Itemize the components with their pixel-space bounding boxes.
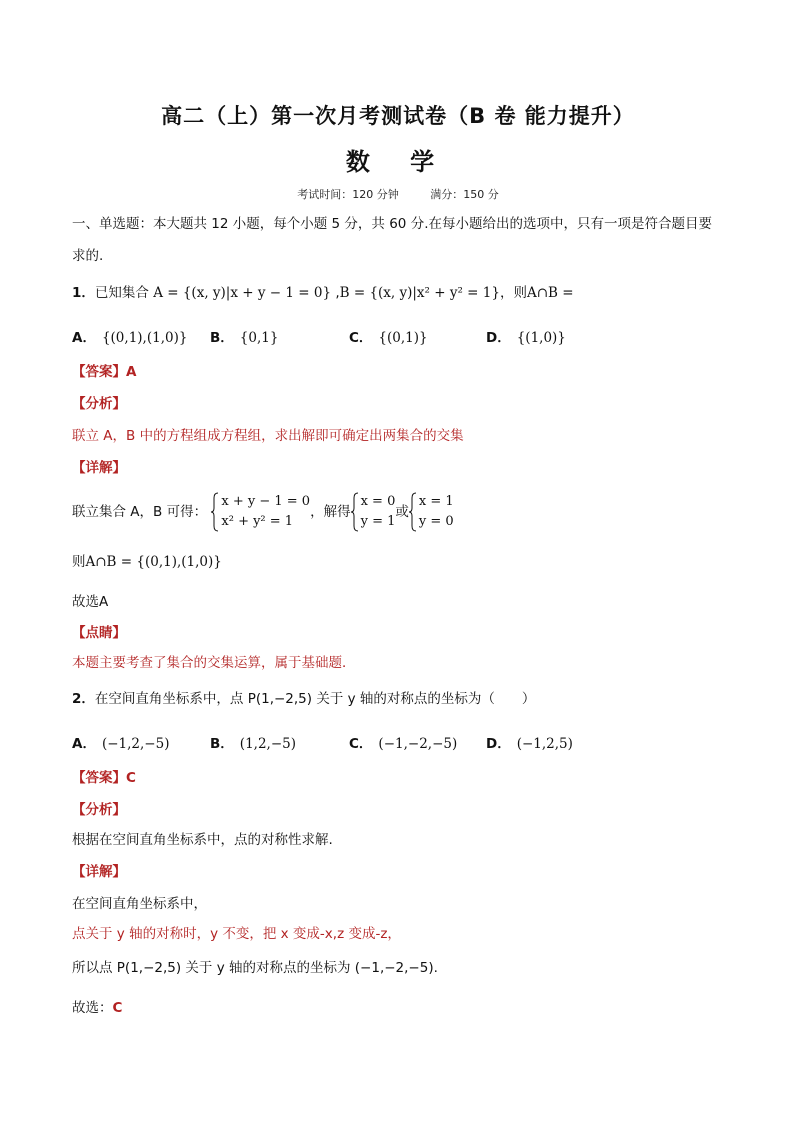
exam-time: 考试时间：120 分钟	[297, 188, 399, 201]
q1-comment-tag: 【点睛】	[72, 625, 126, 641]
subject-title: 数 学	[345, 148, 451, 176]
q2-option-a: A． (−1,2,−5)	[72, 736, 170, 752]
q1-option-a: A． {(0,1),(1,0)}	[72, 330, 188, 346]
q1-option-b: B． {0,1}	[210, 330, 279, 346]
q2-stem: 2．在空间直角坐标系中，点 P(1,−2,5) 关于 y 轴的对称点的坐标为（ ）	[72, 691, 536, 707]
exam-score: 满分：150 分	[430, 188, 499, 201]
system-equations-1: x + y − 1 = 0 x² + y² = 1	[211, 492, 310, 532]
q1-number: 1．	[72, 285, 95, 301]
q1-set-b: B = {(x, y)|x² + y² = 1}	[339, 285, 500, 301]
system-equations-3: x = 1 y = 0	[409, 492, 454, 532]
q2-option-d: D． (−1,2,5)	[486, 736, 573, 752]
q1-sep: ,	[331, 285, 340, 301]
q1-stem	[72, 283, 574, 303]
q1-comment: 本题主要考查了集合的交集运算，属于基础题．	[72, 655, 356, 671]
q2-detail-line1: 在空间直角坐标系中，	[72, 896, 207, 912]
q2-detail-tag: 【详解】	[72, 864, 126, 880]
q1-detail-tag: 【详解】	[72, 460, 126, 476]
q1-detail-system: 联立集合 A，B 可得： x + y − 1 = 0 x² + y² = 1 ，解得 x = 0 y = 1 或 x = 1 y = 0	[72, 492, 454, 536]
q1-option-d: D． {(1,0)}	[486, 330, 566, 346]
exam-meta	[72, 186, 724, 202]
q1-stem-prefix: 已知集合	[94, 285, 154, 301]
q2-analysis-tag: 【分析】	[72, 802, 126, 818]
q2-option-c: C． (−1,−2,−5)	[349, 736, 458, 752]
q2-choose: 故选：C	[72, 1000, 123, 1016]
q1-analysis-tag: 【分析】	[72, 396, 126, 412]
q2-detail-line3: 所以点 P(1,−2,5) 关于 y 轴的对称点的坐标为 (−1,−2,−5).	[72, 960, 438, 976]
q1-stem-suffix: ，则A∩B =	[499, 285, 574, 301]
q1-result: 则A∩B = {(0,1),(1,0)}	[72, 554, 222, 570]
q1-answer: 【答案】A	[72, 364, 137, 380]
q1-choose: 故选A	[72, 594, 109, 610]
section-heading-line2: 求的.	[72, 248, 104, 264]
page-title: 高二（上）第一次月考测试卷（B 卷 能力提升）	[161, 104, 635, 128]
q2-detail-line2: 点关于 y 轴的对称时，y 不变，把 x 变成-x,z 变成-z，	[72, 926, 401, 942]
q2-analysis: 根据在空间直角坐标系中，点的对称性求解.	[72, 832, 333, 848]
q1-option-c: C． {(0,1)}	[349, 330, 428, 346]
q1-set-a: A = {(x, y)|x + y − 1 = 0}	[153, 285, 332, 301]
q2-option-b: B． (1,2,−5)	[210, 736, 296, 752]
system-equations-2: x = 0 y = 1	[351, 492, 396, 532]
section-heading-line1: 一、单选题：本大题共 12 小题，每个小题 5 分，共 60 分.在每小题给出的选项中，只有一项是符合题目要	[72, 216, 712, 232]
q2-answer: 【答案】C	[72, 770, 136, 786]
q1-analysis: 联立 A，B 中的方程组成方程组，求出解即可确定出两集合的交集	[72, 428, 464, 444]
